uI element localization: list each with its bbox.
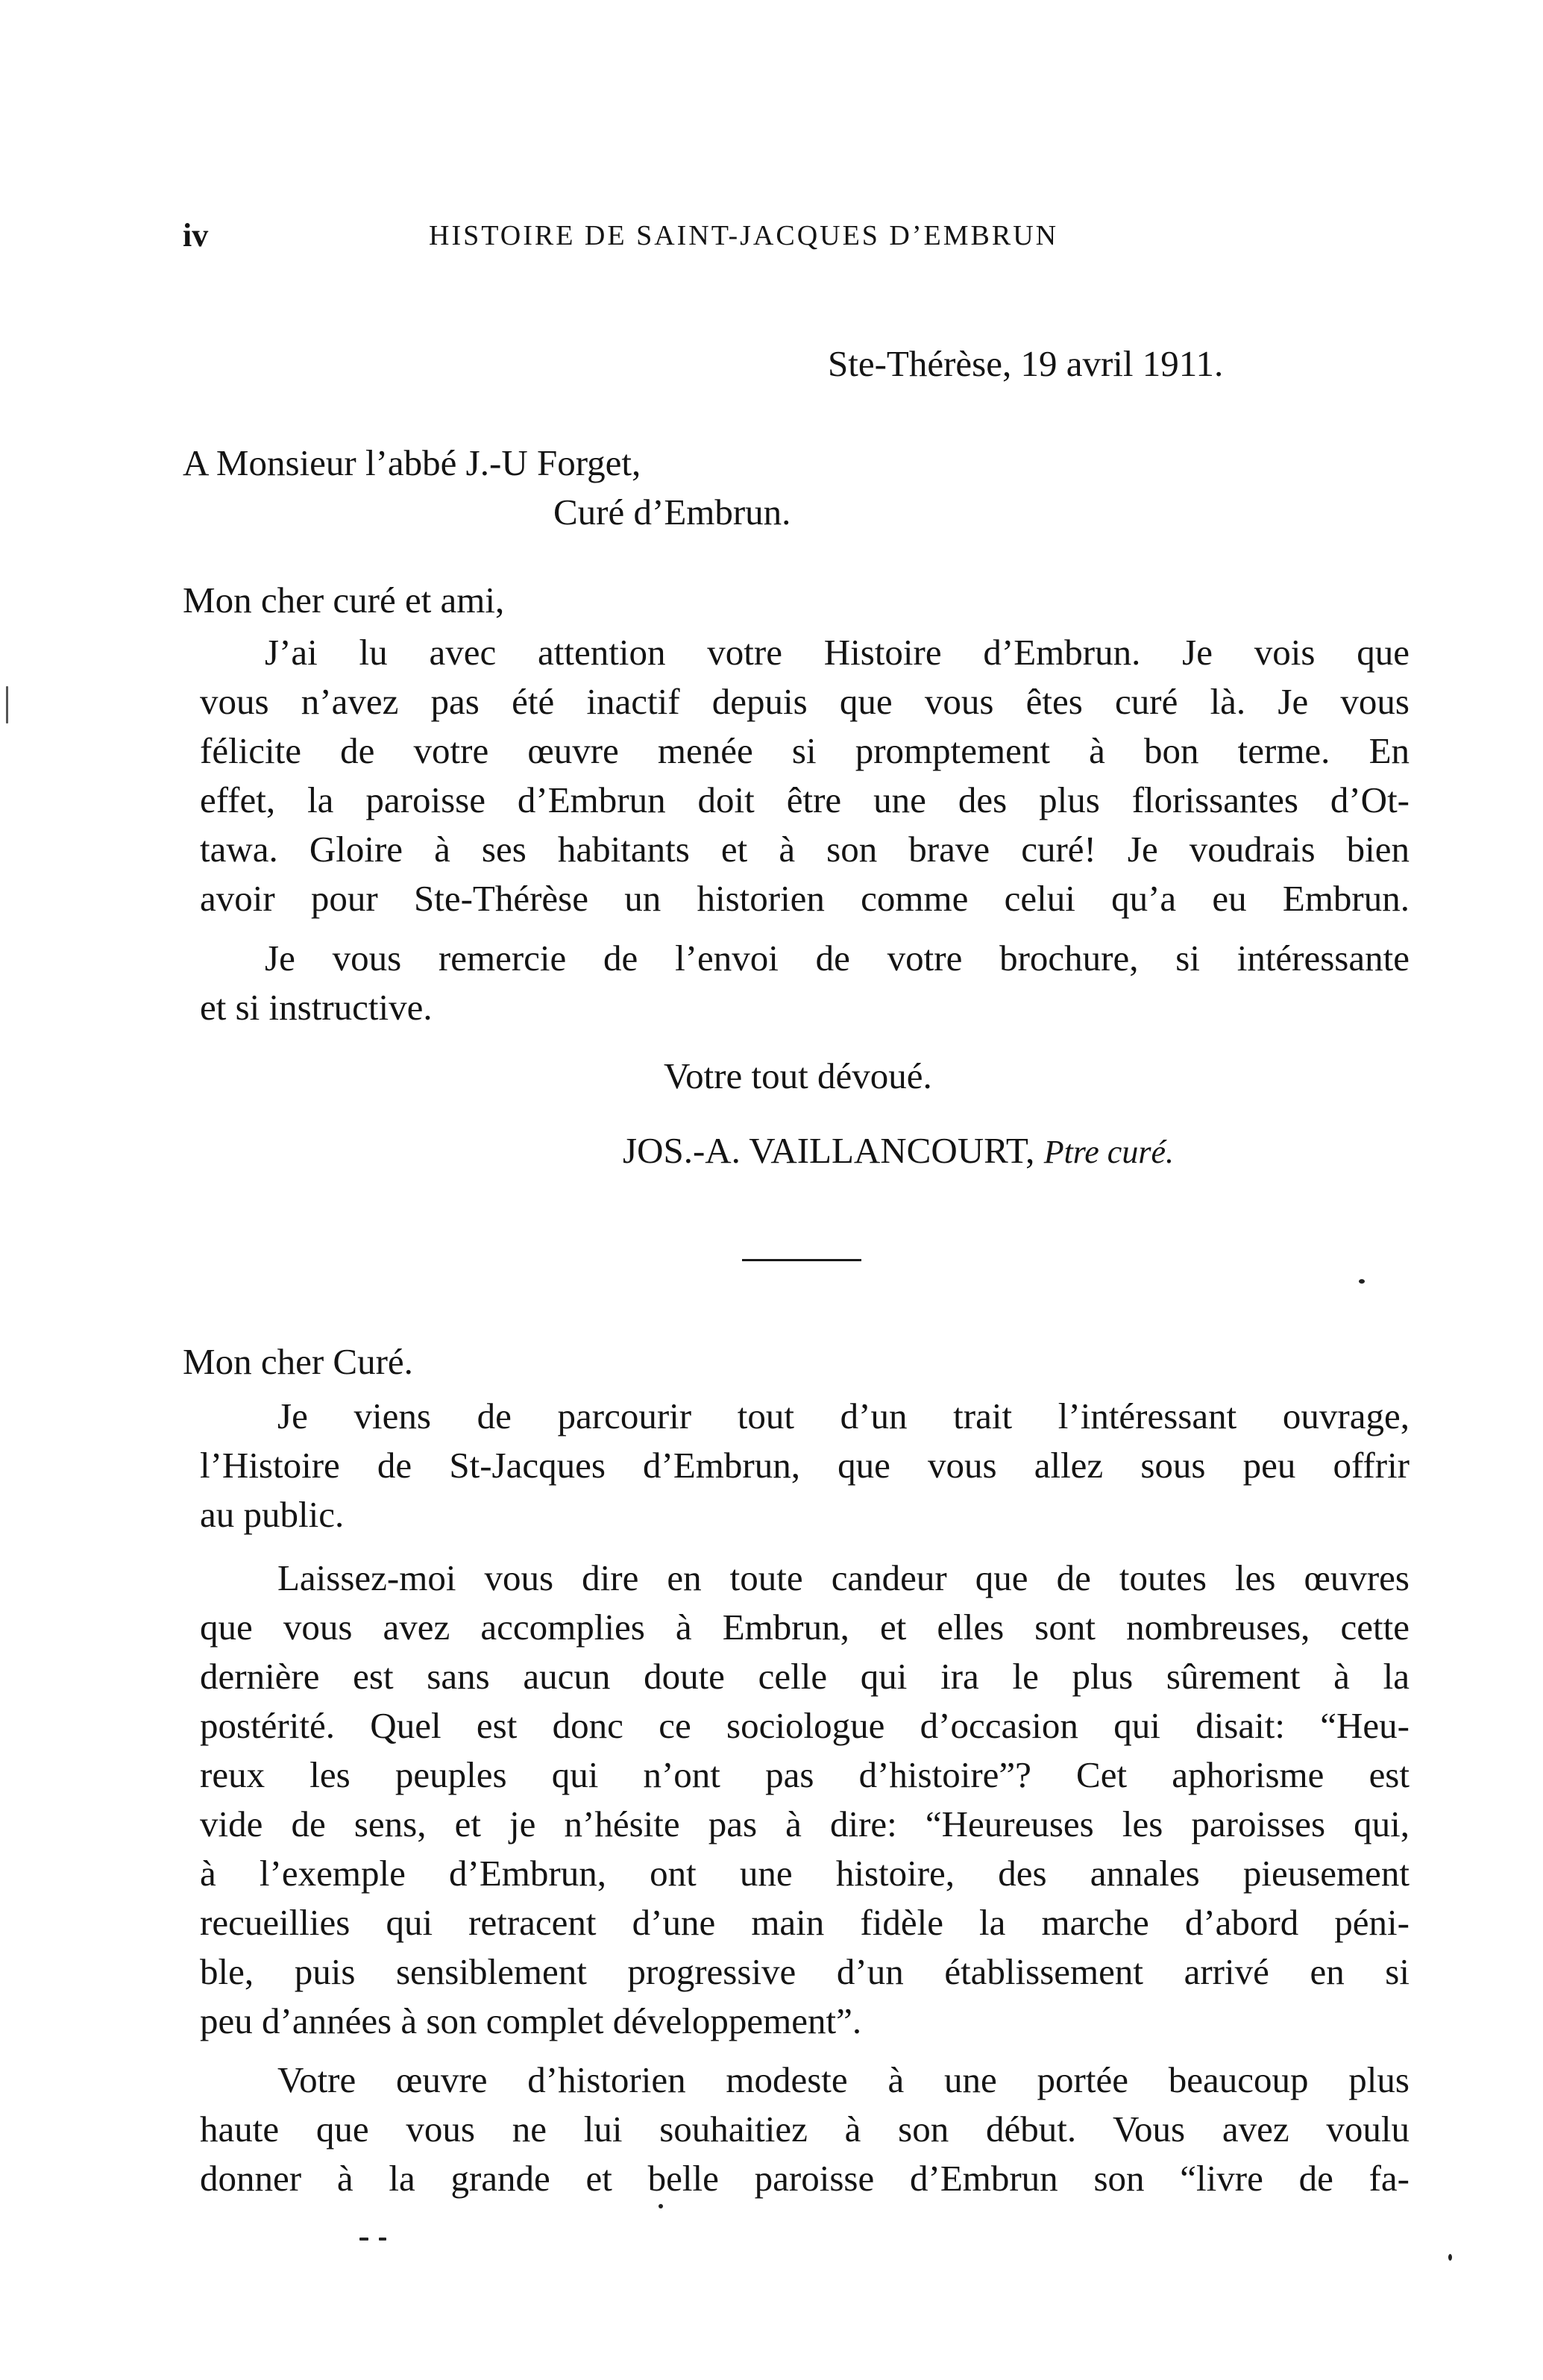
letter2-para1-line: au public. [200, 1494, 345, 1535]
scan-speck [659, 2204, 663, 2208]
scan-speck [6, 686, 8, 723]
letter2-para1-line: Je viens de parcourir tout d’un trait l’intéressant ouvrage, [277, 1395, 1410, 1437]
letter2-para2-line: dernière est sans aucun doute celle qui ira le plus sûrement à la [200, 1656, 1410, 1697]
letter1-para2-line: Je vous remercie de l’envoi de votre brochure, si intéressante [265, 938, 1410, 979]
letter2-para2-line: ble, puis sensiblement progressive d’un établissement arrivé en si [200, 1951, 1410, 1992]
letter1-para1-line: vous n’avez pas été inactif depuis que vous êtes curé là. Je vous [200, 681, 1410, 722]
letter1-para2-line: et si instructive. [200, 987, 433, 1028]
letter2-para2-line: peu d’années à son complet développement”. [200, 2000, 862, 2041]
letter2-para2-line: à l’exemple d’Embrun, ont une histoire, des annales pieusement [200, 1853, 1410, 1894]
letter2-para3-line: donner à la grande et belle paroisse d’Embrun son “livre de fa- [200, 2158, 1410, 2199]
letter2-para3-line: Votre œuvre d’historien modeste à une portée beaucoup plus [277, 2059, 1410, 2100]
recipient-line-2: Curé d’Embrun. [553, 492, 791, 533]
scan-speck [1359, 1279, 1365, 1284]
letter1-para1-line: avoir pour Ste-Thérèse un historien comme celui qu’a eu Embrun. [200, 878, 1410, 919]
salutation-1: Mon cher curé et ami, [183, 580, 505, 621]
letter1-para1-line: J’ai lu avec attention votre Histoire d’Embrun. Je vois que [265, 632, 1410, 673]
letter2-para1-line: l’Histoire de St-Jacques d’Embrun, que vous allez sous peu offrir [200, 1445, 1410, 1486]
running-head [183, 216, 1406, 261]
scan-speck [379, 2238, 386, 2241]
section-divider [742, 1259, 861, 1261]
dateline: Ste-Thérèse, 19 avril 1911. [828, 343, 1224, 384]
closing: Votre tout dévoué. [664, 1055, 932, 1096]
scan-speck [359, 2238, 368, 2241]
letter2-para2-line: recueillies qui retracent d’une main fidèle la marche d’abord péni- [200, 1902, 1410, 1943]
page-number: iv [183, 217, 209, 254]
letter2-para3-line: haute que vous ne lui souhaitiez à son début. Vous avez voulu [200, 2109, 1410, 2150]
signature-title: Ptre curé. [1043, 1134, 1174, 1170]
salutation-2: Mon cher Curé. [183, 1341, 413, 1382]
letter2-para2-line: reux les peuples qui n’ont pas d’histoire”? Cet aphorisme est [200, 1754, 1410, 1795]
scan-speck [1448, 2254, 1452, 2261]
recipient-line-1: A Monsieur l’abbé J.-U Forget, [183, 442, 641, 483]
letter2-para2-line: que vous avez accomplies à Embrun, et elles sont nombreuses, cette [200, 1607, 1410, 1648]
signature-name: JOS.-A. VAILLANCOURT, [623, 1130, 1035, 1171]
letter1-para1-line: tawa. Gloire à ses habitants et à son brave curé! Je voudrais bien [200, 829, 1410, 870]
letter1-para1-line: félicite de votre œuvre menée si promptement à bon terme. En [200, 730, 1410, 771]
letter1-para1-line: effet, la paroisse d’Embrun doit être une des plus florissantes d’Ot- [200, 779, 1410, 820]
letter2-para2-line: postérité. Quel est donc ce sociologue d’occasion qui disait: “Heu- [200, 1705, 1410, 1746]
letter2-para2-line: vide de sens, et je n’hésite pas à dire: “Heureuses les paroisses qui, [200, 1803, 1410, 1844]
letter2-para2-line: Laissez-moi vous dire en toute candeur que de toutes les œuvres [277, 1557, 1410, 1598]
signature [623, 1126, 1174, 1177]
book-title: HISTOIRE DE SAINT-JACQUES D’EMBRUN [429, 220, 1059, 251]
